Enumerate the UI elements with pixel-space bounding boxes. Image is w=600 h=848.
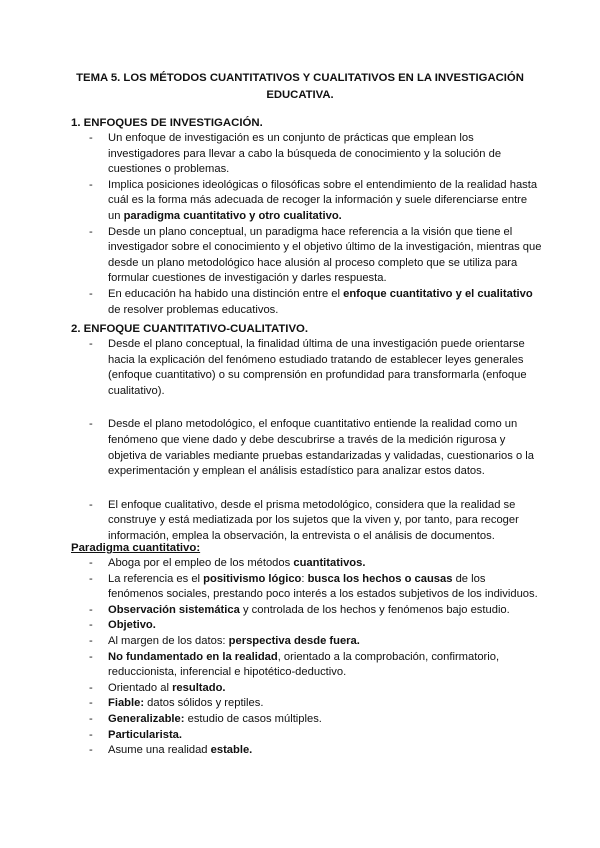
list-item <box>0 603 600 619</box>
item-bold-text: estable. <box>210 744 253 757</box>
item-bold-text: positivismo lógico <box>203 572 302 585</box>
section-1-list <box>0 131 600 318</box>
item-bold-text: No fundamentado en la realidad <box>108 650 278 663</box>
item-bold-text: busca los hechos o causas <box>307 572 453 585</box>
section-1-heading: 1. ENFOQUES DE INVESTIGACIÓN. <box>71 117 263 129</box>
item-text: La referencia es el <box>108 572 204 585</box>
item-text: estudio de casos múltiples. <box>184 712 322 725</box>
item-text: Orientado al <box>108 681 173 694</box>
item-bold-text: Fiable: <box>108 697 145 710</box>
item-bold-text: enfoque cuantitativo y el cualitativo <box>343 287 533 300</box>
item-bold-text: Observación sistemática <box>108 603 240 616</box>
list-item <box>0 287 600 318</box>
list-item <box>0 337 600 399</box>
item-text: Un enfoque de investigación es un conjunto de prácticas que emplean los investigadores para llevar a cabo la búsqueda de conocimiento y la solución de cuestiones o problemas. <box>108 132 502 176</box>
item-text: El enfoque cualitativo, desde el prisma metodológico, considera que la realidad se construye y está mediatizada por los sujetos que la viven y, por tanto, para recoger información, emplea la observación, la entrevista o el análisis de documentos. <box>108 498 519 542</box>
list-item <box>0 131 600 178</box>
section-2-list <box>0 337 600 545</box>
paradigm-list <box>0 556 600 759</box>
item-text: de resolver problemas educativos. <box>108 303 279 316</box>
list-item <box>0 572 600 603</box>
item-bold-text: resultado. <box>172 681 226 694</box>
item-bold-text: perspectiva desde fuera. <box>228 634 360 647</box>
item-text: Desde el plano conceptual, la finalidad última de una investigación puede orientarse hacia la explicación del fenómeno estudiado tratando de establecer leyes generales (enfoque cuantitativo) o su comprensión en profundidad para transformarla (enfoque cualitativo). <box>108 338 527 397</box>
list-item <box>0 728 600 744</box>
list-item <box>0 178 600 225</box>
list-item <box>0 225 600 287</box>
item-text: Aboga por el empleo de los métodos <box>108 557 294 569</box>
list-item <box>0 650 600 681</box>
item-bold-text: Objetivo. <box>108 619 156 632</box>
paradigm-heading: Paradigma cuantitativo: <box>71 542 201 554</box>
item-text: Implica posiciones ideológicas o filosóficas sobre el entendimiento de la realidad hasta cuál es la forma más adecuada de recoger la información y suele diferenciarse entre un <box>108 178 538 222</box>
document-title: TEMA 5. LOS MÉTODOS CUANTITATIVOS Y CUALITATIVOS EN LA INVESTIGACIÓN EDUCATIVA. <box>76 72 524 101</box>
item-text: de los fenómenos sociales, prestando poco interés a los estados subjetivos de los individuos. <box>108 572 538 601</box>
item-bold-text: paradigma cuantitativo y otro cualitativo. <box>123 209 342 222</box>
item-bold-text: cuantitativos. <box>293 557 366 569</box>
item-text: datos sólidos y reptiles. <box>144 697 264 710</box>
item-bold-text: Particularista. <box>108 728 182 741</box>
list-item <box>0 696 600 712</box>
list-item <box>0 634 600 650</box>
item-bold-text: Generalizable: <box>108 712 185 725</box>
list-item <box>0 498 600 545</box>
list-item <box>0 681 600 697</box>
item-text: Desde un plano conceptual, un paradigma hace referencia a la visión que tiene el investigador sobre el conocimiento y el objetivo último de la investigación, mientras que desde un plano metodológico hace alusión al proceso completo que se utiliza para formular cuestiones de investigación y darles respuesta. <box>108 225 542 285</box>
item-text: y controlada de los hechos y fenómenos bajo estudio. <box>239 603 510 616</box>
list-item <box>0 417 600 479</box>
item-text: Desde el plano metodológico, el enfoque cuantitativo entiende la realidad como un fenómeno que viene dado y debe descubrirse a través de la medición rigurosa y objetiva de variables mediante pruebas estandarizadas y validadas, cuestionarios o la experimentación y emplean el análisis estadístico para analizar estos datos. <box>108 418 535 478</box>
section-2-heading: 2. ENFOQUE CUANTITATIVO-CUALITATIVO. <box>71 323 309 335</box>
list-item <box>0 618 600 634</box>
item-text: Asume una realidad <box>108 744 211 757</box>
list-item <box>0 556 600 572</box>
list-item <box>0 743 600 759</box>
list-item <box>0 712 600 728</box>
item-text: : <box>301 572 308 585</box>
item-text: , orientado a la comprobación, confirmatorio, reduccionista, inferencial e hipotético-deductivo. <box>108 650 500 679</box>
item-text: En educación ha habido una distinción entre el <box>108 287 344 300</box>
item-text: Al margen de los datos: <box>108 634 229 647</box>
